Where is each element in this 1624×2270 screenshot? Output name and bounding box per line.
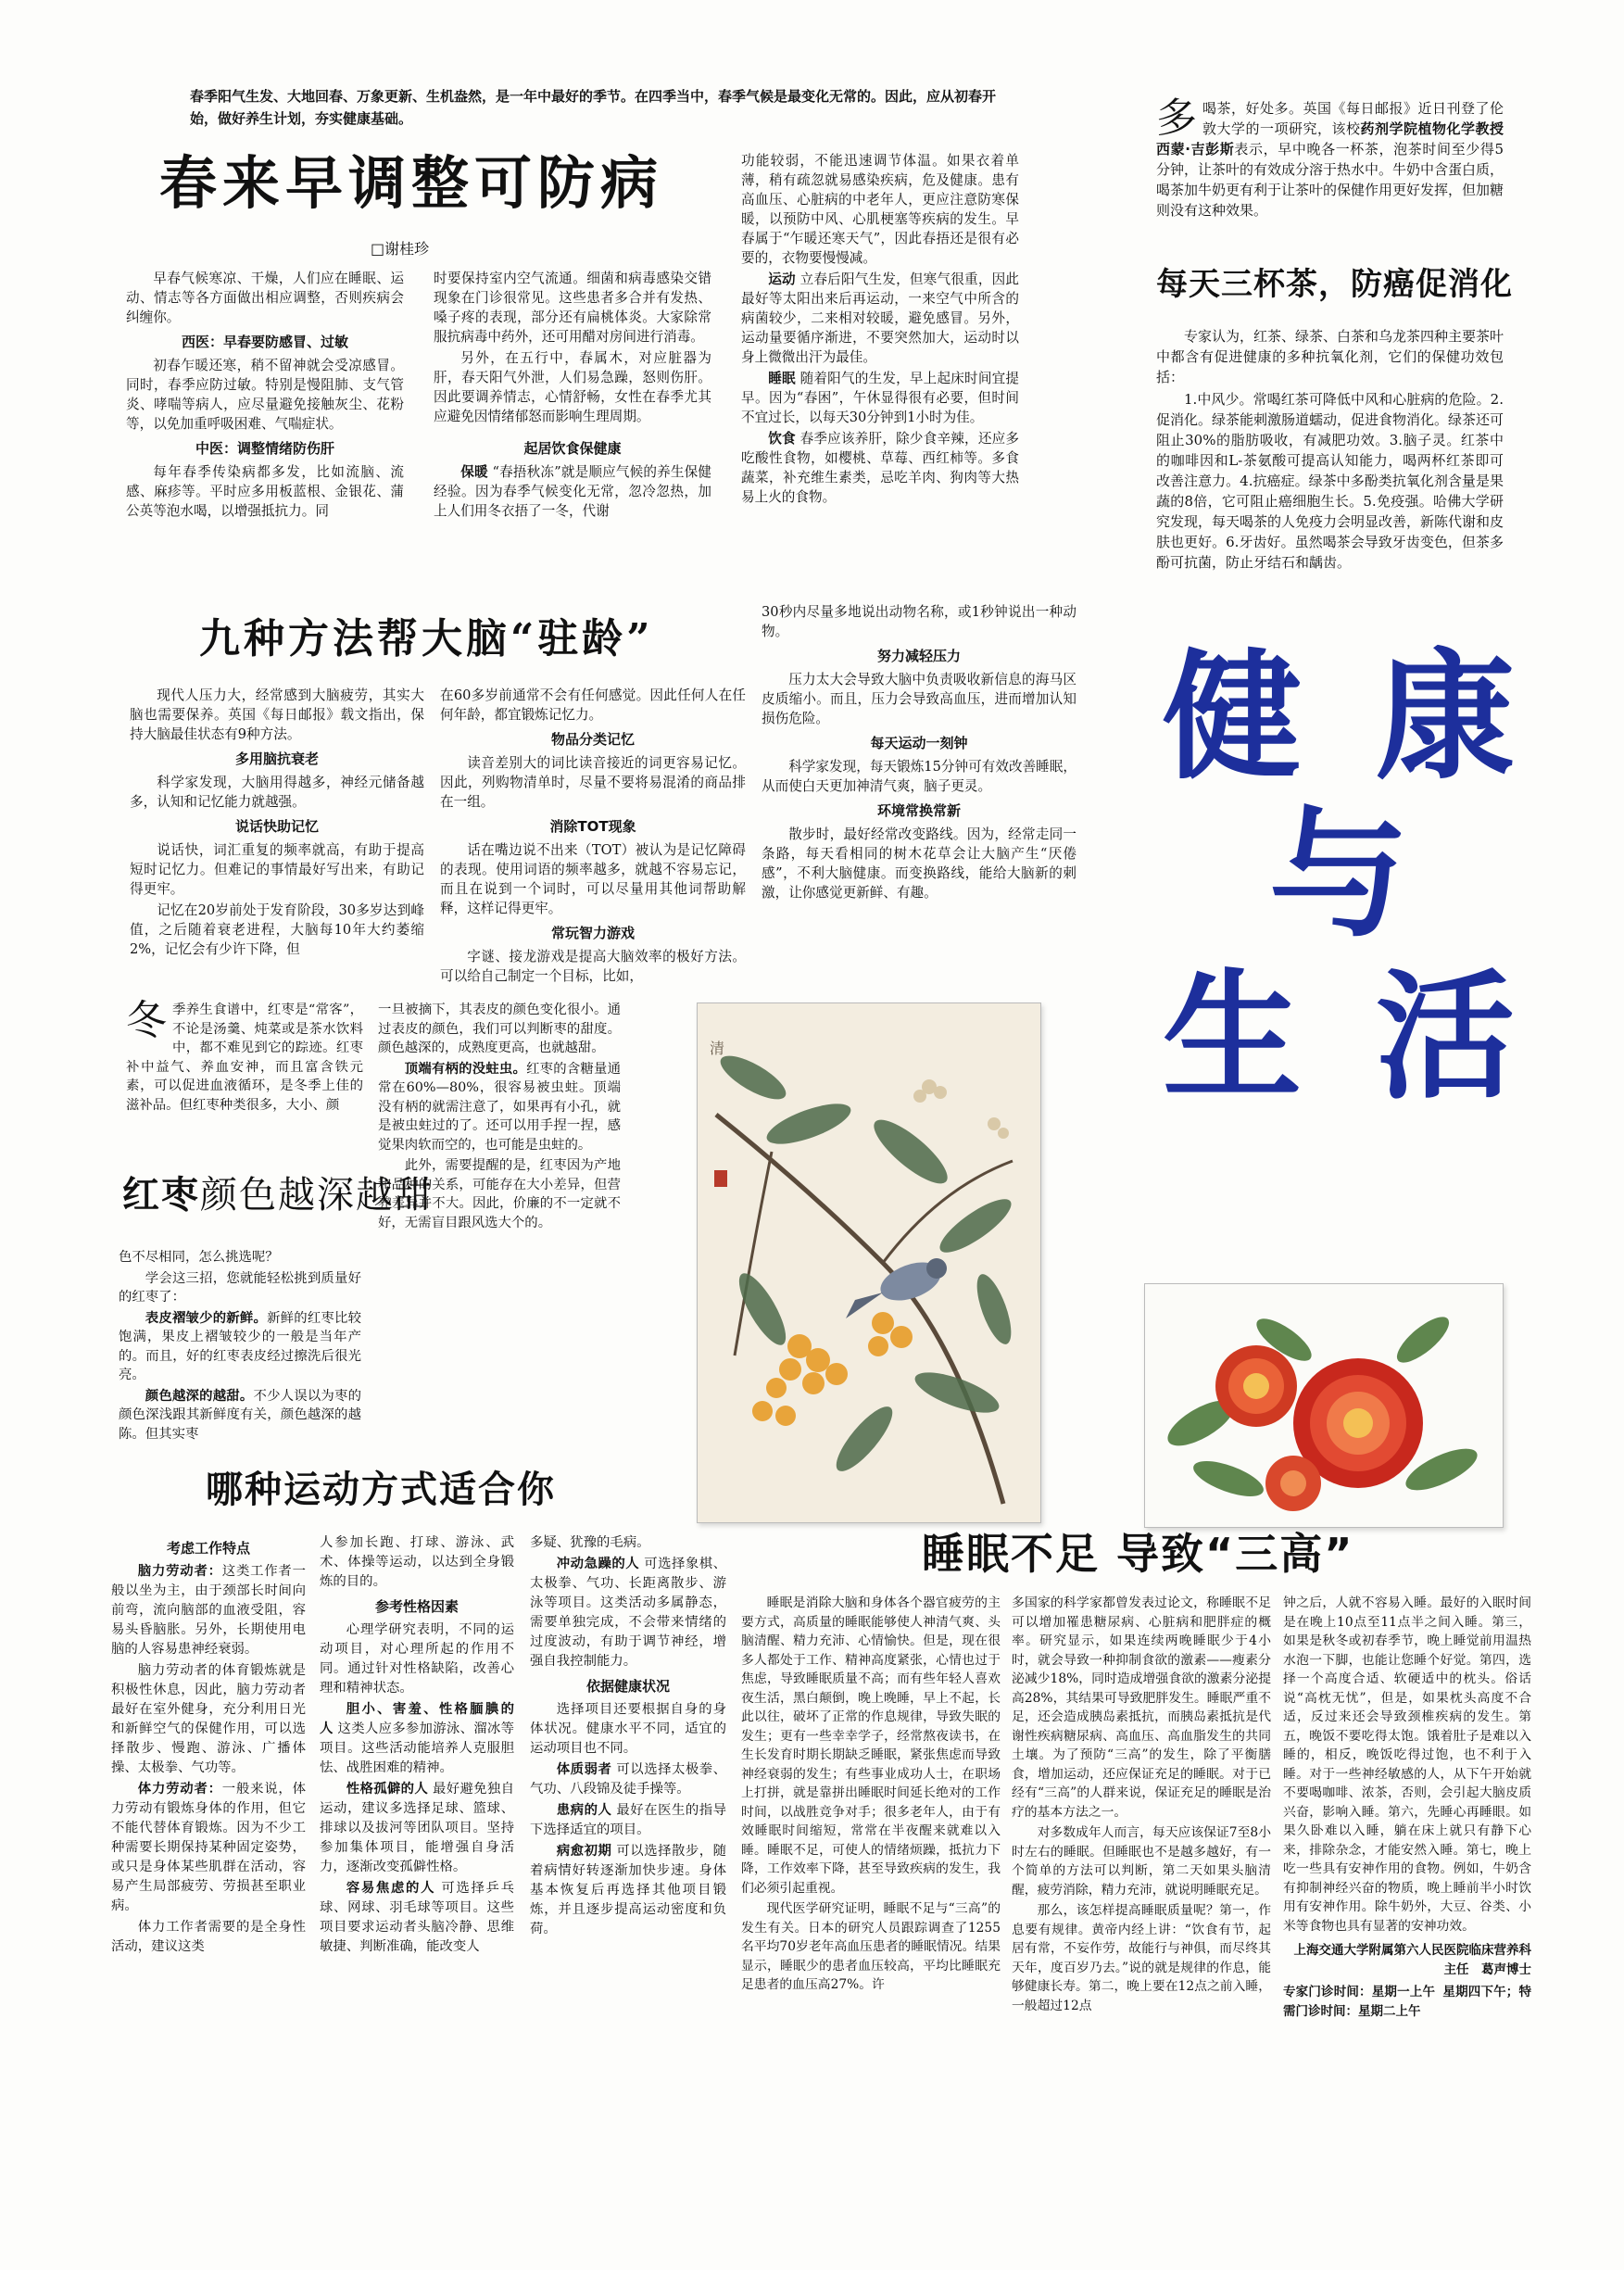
- keyword: 冲动急躁的人: [556, 1557, 640, 1571]
- paragraph: [741, 270, 1019, 367]
- exercise-col-3: [530, 1533, 726, 1941]
- paragraph: [741, 429, 1019, 507]
- paragraph: 一旦被摘下，其表皮的颜色变化很小。通过表皮的颜色，我们可以判断枣的甜度。颜色越深的，成熟度更高，也就越甜。: [378, 1003, 621, 1055]
- subheading: 中医：调整情绪防伤肝: [195, 440, 334, 457]
- paragraph: 科学家发现，大脑用得越多，神经元储备越多，认知和记忆能力就越强。: [130, 775, 424, 810]
- paragraph: 多国家的科学家都曾发表过论文，称睡眠不足可以增加罹患糖尿病、心脏病和肥胖症的概率。研究显示，如果连续两晚睡眠少于4小时，就会导致一种抑制食欲的激素——瘦素分泌减少18%，同时造成增强食欲的激素分泌提高28%，其结果可导致肥胖发生。睡眠严重不足，还会造成胰岛素抵抗，而胰岛素抵抗是代谢性疾病糖尿病、高血压、高血脂发生的共同土壤。为了预防“三高”的发生，除了平衡膳食，增加运动，还应保证充足的睡眠。对于已经有“三高”的人群来说，保证充足的睡眠是治疗的基本方法之一。: [1012, 1595, 1271, 1820]
- subheading: 依据健康状况: [585, 1678, 670, 1695]
- paragraph: 脑力劳动者的体育锻炼就是积极性休息，因此，脑力劳动者最好在室外健身，充分利用日光和新鲜空气的保健作用，可以选择散步、慢跑、游泳、广播体操、太极拳、气功等。: [111, 1663, 306, 1775]
- sleep-clinic-hours: 专家门诊时间：星期一上午 星期四下午；特需门诊时间：星期二上午: [1283, 1985, 1531, 2019]
- text: 可选择乒乓球、网球、羽毛球等项目。这些项目要求运动者头脑冷静、思维敏捷、判断准确，能改变人: [320, 1881, 514, 1954]
- paragraph: [530, 1801, 726, 1840]
- keyword: 病愈初期: [556, 1844, 612, 1859]
- text: “春捂秋冻”就是顺应气候的养生保健经验。因为春季气候变化无常，忽冷忽热，加上人们用冬衣捂了一冬，代谢: [434, 464, 711, 519]
- paragraph: 那么，该怎样提高睡眠质量呢？第一，作息要有规律。黄帝内经上讲：“饮食有节，起居有常，不妄作劳，故能行与神俱，而尽终其天年，度百岁乃去。”说的就是规律的作息，能够健康长寿。第二，晚上要在12点之前入睡，一般超过12点: [1012, 1903, 1271, 2013]
- text: 这类人应多参加游泳、溜冰等项目。这些活动能培养人克服胆怯、战胜困难的精神。: [320, 1721, 514, 1775]
- brain-title: 九种方法帮大脑“驻龄”: [199, 615, 654, 662]
- subheading: 参考性格因素: [374, 1598, 459, 1615]
- spring-col-2: [434, 269, 711, 523]
- text: 季养生食谱中，红枣是“常客”，不论是汤羹、炖菜或是茶水饮料中，都不难见到它的踪迹。红枣补中益气、养血安神，而且富含铁元素，可以促进血液循环，是冬季上佳的滋补品。但红枣种类很多，大小、颜: [126, 1003, 363, 1113]
- text: 春季应该养肝，除少食辛辣，还应多吃酸性食物，如樱桃、草莓、西红柿等。多食蔬菜，补充维生素类，忌吃羊肉、狗肉等大热易上火的食物。: [741, 431, 1019, 505]
- keyword: 容易焦虑的人: [346, 1881, 436, 1896]
- painting-flowers-bird-art: [698, 1003, 1040, 1522]
- paragraph: [530, 1555, 726, 1671]
- paragraph: 说话快，词汇重复的频率就高，有助于提高短时记忆力。但难记的事情最好写出来，有助记得更牢。: [130, 842, 424, 897]
- paragraph: [320, 1780, 514, 1877]
- paragraph: [119, 1309, 361, 1385]
- paragraph: 选择项目还要根据自身的身体状况。健康水平不同，适宜的运动项目也不同。: [530, 1702, 726, 1756]
- paragraph: 功能较弱，不能迅速调节体温。如果衣着单薄，稍有疏忽就易感染疾病，危及健康。患有高血压、心脏病的中老年人，更应注意防寒保暖，以预防中风、心肌梗塞等疾病的发生。早春属于“乍暖还寒天气”，因此春捂还是很有必要的，衣物要慢慢减。: [741, 153, 1019, 266]
- subheading: 消除TOT现象: [549, 818, 636, 835]
- paragraph: 专家认为，红茶、绿茶、白茶和乌龙茶四种主要茶叶中都含有促进健康的多种抗氧化剂，它们的保健功效包括：: [1156, 328, 1504, 385]
- text: 喝茶，好处多。英国《每日邮报》近日刊登了伦敦大学的一项研究，该校: [1202, 100, 1504, 137]
- spring-author: □谢桂珍: [371, 240, 430, 258]
- paragraph: [434, 462, 711, 521]
- dates-title-rest: 颜色越深越甜: [200, 1174, 434, 1217]
- painting-flowers-bird: [697, 1003, 1041, 1523]
- spring-title: 春来早调整可防病: [159, 149, 664, 217]
- text: 最好在医生的指导下选择适宜的项目。: [530, 1803, 726, 1837]
- subheading: 物品分类记忆: [550, 731, 635, 748]
- paragraph: 字谜、接龙游戏是提高大脑效率的极好方法。可以给自己制定一个目标，比如，: [440, 949, 746, 984]
- dates-title-bold: 红枣: [122, 1174, 200, 1217]
- tea-title: 每天三杯茶，防癌促消化: [1156, 266, 1513, 303]
- paragraph: 心理学研究表明，不同的运动项目，对心理所起的作用不同。通过针对性格缺陷，改善心理和精神状态。: [320, 1622, 514, 1696]
- sleep-col-2: [1012, 1594, 1271, 2017]
- paragraph: 压力太大会导致大脑中负责吸收新信息的海马区皮质缩小。而且，压力会导致高血压，进而增加认知损伤危险。: [762, 672, 1076, 726]
- paragraph: 散步时，最好经常改变路线。因为，经常走同一条路，每天看相同的树木花草会让大脑产生“厌倦感”，不利大脑健康。而变换路线，能给大脑新的刺激，让你感觉更新鲜、有趣。: [762, 826, 1076, 901]
- keyword: 顶端有柄的没蛀虫。: [404, 1061, 527, 1077]
- section-title-char: 康: [1375, 637, 1515, 799]
- keyword: 保暖: [460, 464, 488, 480]
- text: 新鲜的红枣比较饱满，果皮上褶皱较少的一般是当年产的。而且，好的红枣表皮经过擦洗后很光亮。: [119, 1310, 361, 1382]
- paragraph: 30秒内尽量多地说出动物名称，或1秒钟说出一种动物。: [762, 604, 1076, 639]
- paragraph: 每年春季传染病都多发，比如流脑、流感、麻疹等。平时应多用板蓝根、金银花、蒲公英等泡水喝，以增强抵抗力。同: [126, 464, 404, 519]
- sleep-col-1: [741, 1594, 1001, 1997]
- paragraph: 读音差别大的词比读音接近的词更容易记忆。因此，列购物清单时，尽量不要将易混淆的商品排在一组。: [440, 755, 746, 810]
- subheading: 环境常换常新: [876, 802, 961, 819]
- keyword: 体力劳动者：: [137, 1782, 222, 1797]
- paragraph: 初春乍暖还寒，稍不留神就会受凉感冒。同时，春季应防过敏。特别是慢阻肺、支气管炎、哮喘等病人，应尽量避免接触灰尘、花粉等，以免加重呼吸困难、气喘症状。: [126, 358, 404, 432]
- dates-intro: [126, 997, 363, 1115]
- paragraph: [119, 1387, 361, 1444]
- spring-lead: 春季阳气生发、大地回春、万象更新、生机盎然，是一年中最好的季节。在四季当中，春季气候是最变化无常的。因此，应从初春开始，做好养生计划，夯实健康基础。: [190, 88, 997, 127]
- paragraph: 话在嘴边说不出来（TOT）被认为是记忆障碍的表现。使用词语的频率越多，就越不容易忘记，而且在说到一个词时，可以尽量用其他词帮助解释，这样记得更牢。: [440, 842, 746, 916]
- keyword: 患病的人: [556, 1803, 612, 1818]
- dates-col-2: [378, 1001, 621, 1234]
- subheading: 努力减轻压力: [876, 648, 961, 664]
- paragraph: 体力工作者需要的是全身性活动，建议这类: [111, 1920, 306, 1954]
- keyword: 饮食: [768, 431, 796, 447]
- paragraph: [530, 1760, 726, 1799]
- paragraph: 记忆在20岁前处于发育阶段，30多岁达到峰值，之后随着衰老进程，大脑每10年大约萎缩2%，记忆会有少许下降，但: [130, 902, 424, 957]
- keyword: 脑力劳动者：: [137, 1564, 222, 1579]
- exercise-title: 哪种运动方式适合你: [206, 1468, 556, 1511]
- paragraph: [111, 1780, 306, 1916]
- text: 可以选择散步，随着病情好转逐渐加快步速。身体基本恢复后再选择其他项目锻炼，并且逐步提高运动密度和负荷。: [530, 1844, 726, 1936]
- section-title-row1: [1126, 639, 1561, 797]
- brain-col-1: [130, 686, 424, 961]
- paragraph: 早春气候寒凉、干燥，人们应在睡眠、运动、情志等各方面做出相应调整，否则疾病会纠缠你。: [126, 271, 404, 325]
- text: 表示，早中晚各一杯茶，泡茶时间至少得5分钟，让茶叶的有效成分溶于热水中。牛奶中含蛋白质，喝茶加牛奶更有利于让茶叶的保健作用更好发挥，但加糖则没有这种效果。: [1156, 141, 1504, 219]
- subheading: 常玩智力游戏: [550, 925, 635, 941]
- exercise-col-2: [320, 1533, 514, 1959]
- paragraph: 科学家发现，每天锻炼15分钟可有效改善睡眠，从而使白天更加神清气爽，脑子更灵。: [762, 759, 1076, 794]
- keyword: 体质弱者: [556, 1762, 612, 1777]
- keyword: 运动: [768, 271, 796, 287]
- keyword: 表皮褶皱少的新鲜。: [145, 1310, 268, 1326]
- keyword: 胆小、害羞、性格腼腆的人: [320, 1702, 514, 1736]
- paragraph: 色不尽相同，怎么挑选呢？: [119, 1250, 279, 1265]
- text: 不少人误以为枣的颜色深浅跟其新鲜度有关，颜色越深的越陈。但其实枣: [119, 1388, 361, 1442]
- paragraph: [320, 1700, 514, 1778]
- sleep-col-3: [1283, 1594, 1531, 2021]
- keyword: 颜色越深的越甜。: [145, 1388, 254, 1404]
- subheading: 西医：早春要防感冒、过敏: [181, 334, 348, 350]
- sleep-author: 上海交通大学附属第六人民医院临床营养科主任 葛声博士: [1293, 1943, 1531, 1977]
- paragraph: 对多数成年人而言，每天应该保证7至8小时左右的睡眠。但睡眠也不是越多越好，有一个简单的方法可以判断，第二天如果头脑清醒，疲劳消除，精力充沛，就说明睡眠充足。: [1012, 1825, 1271, 1898]
- paragraph: 钟之后，人就不容易入睡。最好的入眠时间是在晚上10点至11点半之间入睡。第三，如果是秋冬或初春季节，晚上睡觉前用温热水泡一下脚，也能让您睡个好觉。第四，选择一个高度合适、软硬适中的枕头。俗话说“高枕无忧”，但是，如果枕头高度不合适，反过来还会导致颈椎疾病的发生。第五，晚饭不要吃得太饱。饿着肚子是难以入睡的，相反，晚饭吃得过饱，也不利于入睡。对于一些神经敏感的人，从下午开始就不要喝咖啡、浓茶，否则，会引起大脑皮质兴奋，影响入睡。第六，先睡心再睡眼。如果久卧难以入睡，躺在床上就只有静下心来，排除杂念，才能安然入睡。第七，晚上吃一些具有安神作用的食物。例如，牛奶含有抑制神经兴奋的物质，晚上睡前半小时饮用有安神作用。除牛奶外，大豆、谷类、小米等食物也具有显著的安神功效。: [1283, 1595, 1531, 1934]
- paragraph: [378, 1060, 621, 1155]
- paragraph: 另外，在五行中，春属木，对应脏器为肝，春天阳气外泄，人们易急躁，怒则伤肝。因此要调养情志，心情舒畅，女性在春季尤其应避免因情绪郁怒而影响生理周期。: [434, 350, 711, 424]
- paragraph: 在60多岁前通常不会有任何感觉。因此任何人在任何年龄，都宜锻炼记忆力。: [440, 687, 746, 723]
- text: 一般来说，体力劳动有锻炼身体的作用，但它不能代替体育锻炼。因为不少工种需要长期保持某种固定姿势，或只是身体某些肌群在活动，容易产生局部疲劳、劳损甚至职业病。: [111, 1782, 306, 1913]
- subheading: 多用脑抗衰老: [234, 750, 319, 767]
- subheading: 起居饮食保健康: [523, 440, 622, 457]
- paragraph: 现代人压力大，经常感到大脑疲劳，其实大脑也需要保养。英国《每日邮报》载文指出，保持大脑最佳状态有9种方法。: [130, 687, 424, 742]
- sleep-title: 睡眠不足 导致“三高”: [922, 1529, 1354, 1579]
- subheading: 说话快助记忆: [234, 818, 319, 835]
- paragraph: [320, 1879, 514, 1957]
- section-title-char: 健: [1162, 637, 1302, 799]
- text: 可选择象棋、太极拳、气功、长距离散步、游泳等项目。这类活动多属静态，需要单独完成，不会带来情绪的过度波动，有助于调节神经，增强自我控制能力。: [530, 1557, 726, 1669]
- painting-peony: [1144, 1283, 1504, 1528]
- subheading: 考虑工作特点: [166, 1540, 250, 1557]
- text: 立春后阳气生发，但寒气很重，因此最好等太阳出来后再运动，一来空气中所含的病菌较少，二来相对较暖，避免感冒。另外，运动量要循序渐进，不要突然加大，运动时以身上微微出汗为最佳。: [741, 271, 1019, 365]
- tea-body: [1156, 326, 1504, 574]
- section-title-row3: [1126, 959, 1561, 1116]
- paragraph: 时要保持室内空气流通。细菌和病毒感染交错现象在门诊很常见。这些患者多合并有发热、嗓子疼的表现，部分还有扁桃体炎。大家除常服抗病毒中药外，还可用醋对房间进行消毒。: [434, 271, 711, 345]
- tea-intro: [1156, 95, 1504, 221]
- spring-col-1: [126, 269, 404, 523]
- paragraph: 睡眠是消除大脑和身体各个器官疲劳的主要方式，高质量的睡眠能够使人神清气爽、头脑清醒、精力充沛、心情愉快。但是，现在很多人都处于工作、精神高度紧张，心情也过于焦虑，导致睡眠质量不高；而有些年轻人喜欢夜生活，黑白颠倒，晚上晚睡，早上不起，长此以往，破坏了正常的作息规律，导致失眠的发生；更有一些幸幸学子，经常熬夜读书，在生长发育时期长期缺乏睡眠，紧张焦虑而导致神经衰弱的发生；有些事业成功人士，在职场上打拼，就是靠拼出睡眠时间延长绝对的工作时间，以战胜竞争对手；很多老年人，由于有效睡眠时间缩短，常常在半夜醒来就难以入睡。睡眠不足，可使人的情绪烦躁，抵抗力下降，工作效率下降，甚至导致疾病的发生，我们必须引起重视。: [741, 1595, 1001, 1896]
- paragraph: 现代医学研究证明，睡眠不足与“三高”的发生有关。日本的研究人员跟踪调查了1255名平均70岁老年高血压患者的睡眠情况。结果显示，睡眠少的患者血压较高，平均比睡眠充足患者的血压高27%。许: [741, 1901, 1001, 1992]
- exercise-col-1: [111, 1533, 306, 1959]
- paragraph: 人参加长跑、打球、游泳、武术、体操等运动，以达到全身锻炼的目的。: [320, 1535, 514, 1589]
- subheading: 每天运动一刻钟: [870, 735, 968, 751]
- text: 红枣的含糖量通常在60%—80%，很容易被虫蛀。顶端没有柄的就需注意了，如果再有小孔，就是被虫蛀过的了。还可以用手捏一捏，感觉果肉软而空的，也可能是虫蛀的。: [378, 1061, 621, 1153]
- text: 随着阳气的生发，早上起床时间宜提早。因为“春困”，午休显得很有必要，但时间不宜过长，以每天30分钟到1小时为佳。: [741, 371, 1019, 425]
- paragraph: 多疑、犹豫的毛病。: [530, 1535, 650, 1550]
- section-title-char: 与: [1268, 795, 1408, 956]
- dates-col-1: [119, 1248, 361, 1445]
- paragraph: 1.中风少。常喝红茶可降低中风和心脏病的危险。2.促消化。绿茶能刺激肠道蠕动，促进食物消化。绿茶还可阻止30%的脂肪吸收，有减肥功效。3.脑子灵。红茶中的咖啡因和L-茶氨酸可提高认知能力，喝两杯红茶即可改善注意力。4.抗癌症。绿茶中多酚类抗氧化剂含量是果蔬的8倍，它可阻止癌细胞生长。5.免疫强。哈佛大学研究发现，每天喝茶的人免疫力会明显改善，新陈代谢和皮肤也更好。6.牙齿好。虽然喝茶会导致牙齿变色，但茶多酚可抗菌，防止牙结石和龋齿。: [1156, 391, 1504, 571]
- text: 这类工作者一般以坐为主，由于颈部长时间向前弯，流向脑部的血液受阻，容易头昏脑胀。另外，长期使用电脑的人容易患神经衰弱。: [111, 1564, 306, 1657]
- keyword: 性格孤僻的人: [346, 1782, 429, 1797]
- keyword: 药剂学院植物化学教授西蒙·吉彭斯: [1156, 120, 1504, 158]
- spring-col-3: [741, 151, 1019, 509]
- dropcap: 冬: [126, 997, 167, 1044]
- text: 最好避免独自运动，建议多选择足球、篮球、排球以及拔河等团队项目。坚持参加集体项目，能增强自身活力，逐渐改变孤僻性格。: [320, 1782, 514, 1874]
- brain-col-3: [762, 602, 1076, 904]
- text: 可以选择太极拳、气功、八段锦及徒手操等。: [530, 1762, 726, 1797]
- painting-peony-art: [1145, 1284, 1503, 1527]
- section-title-char: 生: [1162, 957, 1302, 1118]
- section-title-char: 活: [1375, 957, 1515, 1118]
- paragraph: [530, 1842, 726, 1939]
- brain-col-2: [440, 686, 746, 988]
- paragraph: [741, 369, 1019, 427]
- svg-text:清: 清: [707, 1040, 725, 1055]
- paragraph: [111, 1562, 306, 1659]
- dropcap: 多: [1156, 95, 1197, 142]
- paragraph: 学会这三招，您就能轻松挑到质量好的红枣了：: [119, 1270, 361, 1305]
- paragraph: 此外，需要提醒的是，红枣因为产地和品种的关系，可能存在大小差异，但营养差异并不大。因此，价廉的不一定就不好，无需盲目跟风选大个的。: [378, 1158, 621, 1230]
- keyword: 睡眠: [768, 371, 796, 386]
